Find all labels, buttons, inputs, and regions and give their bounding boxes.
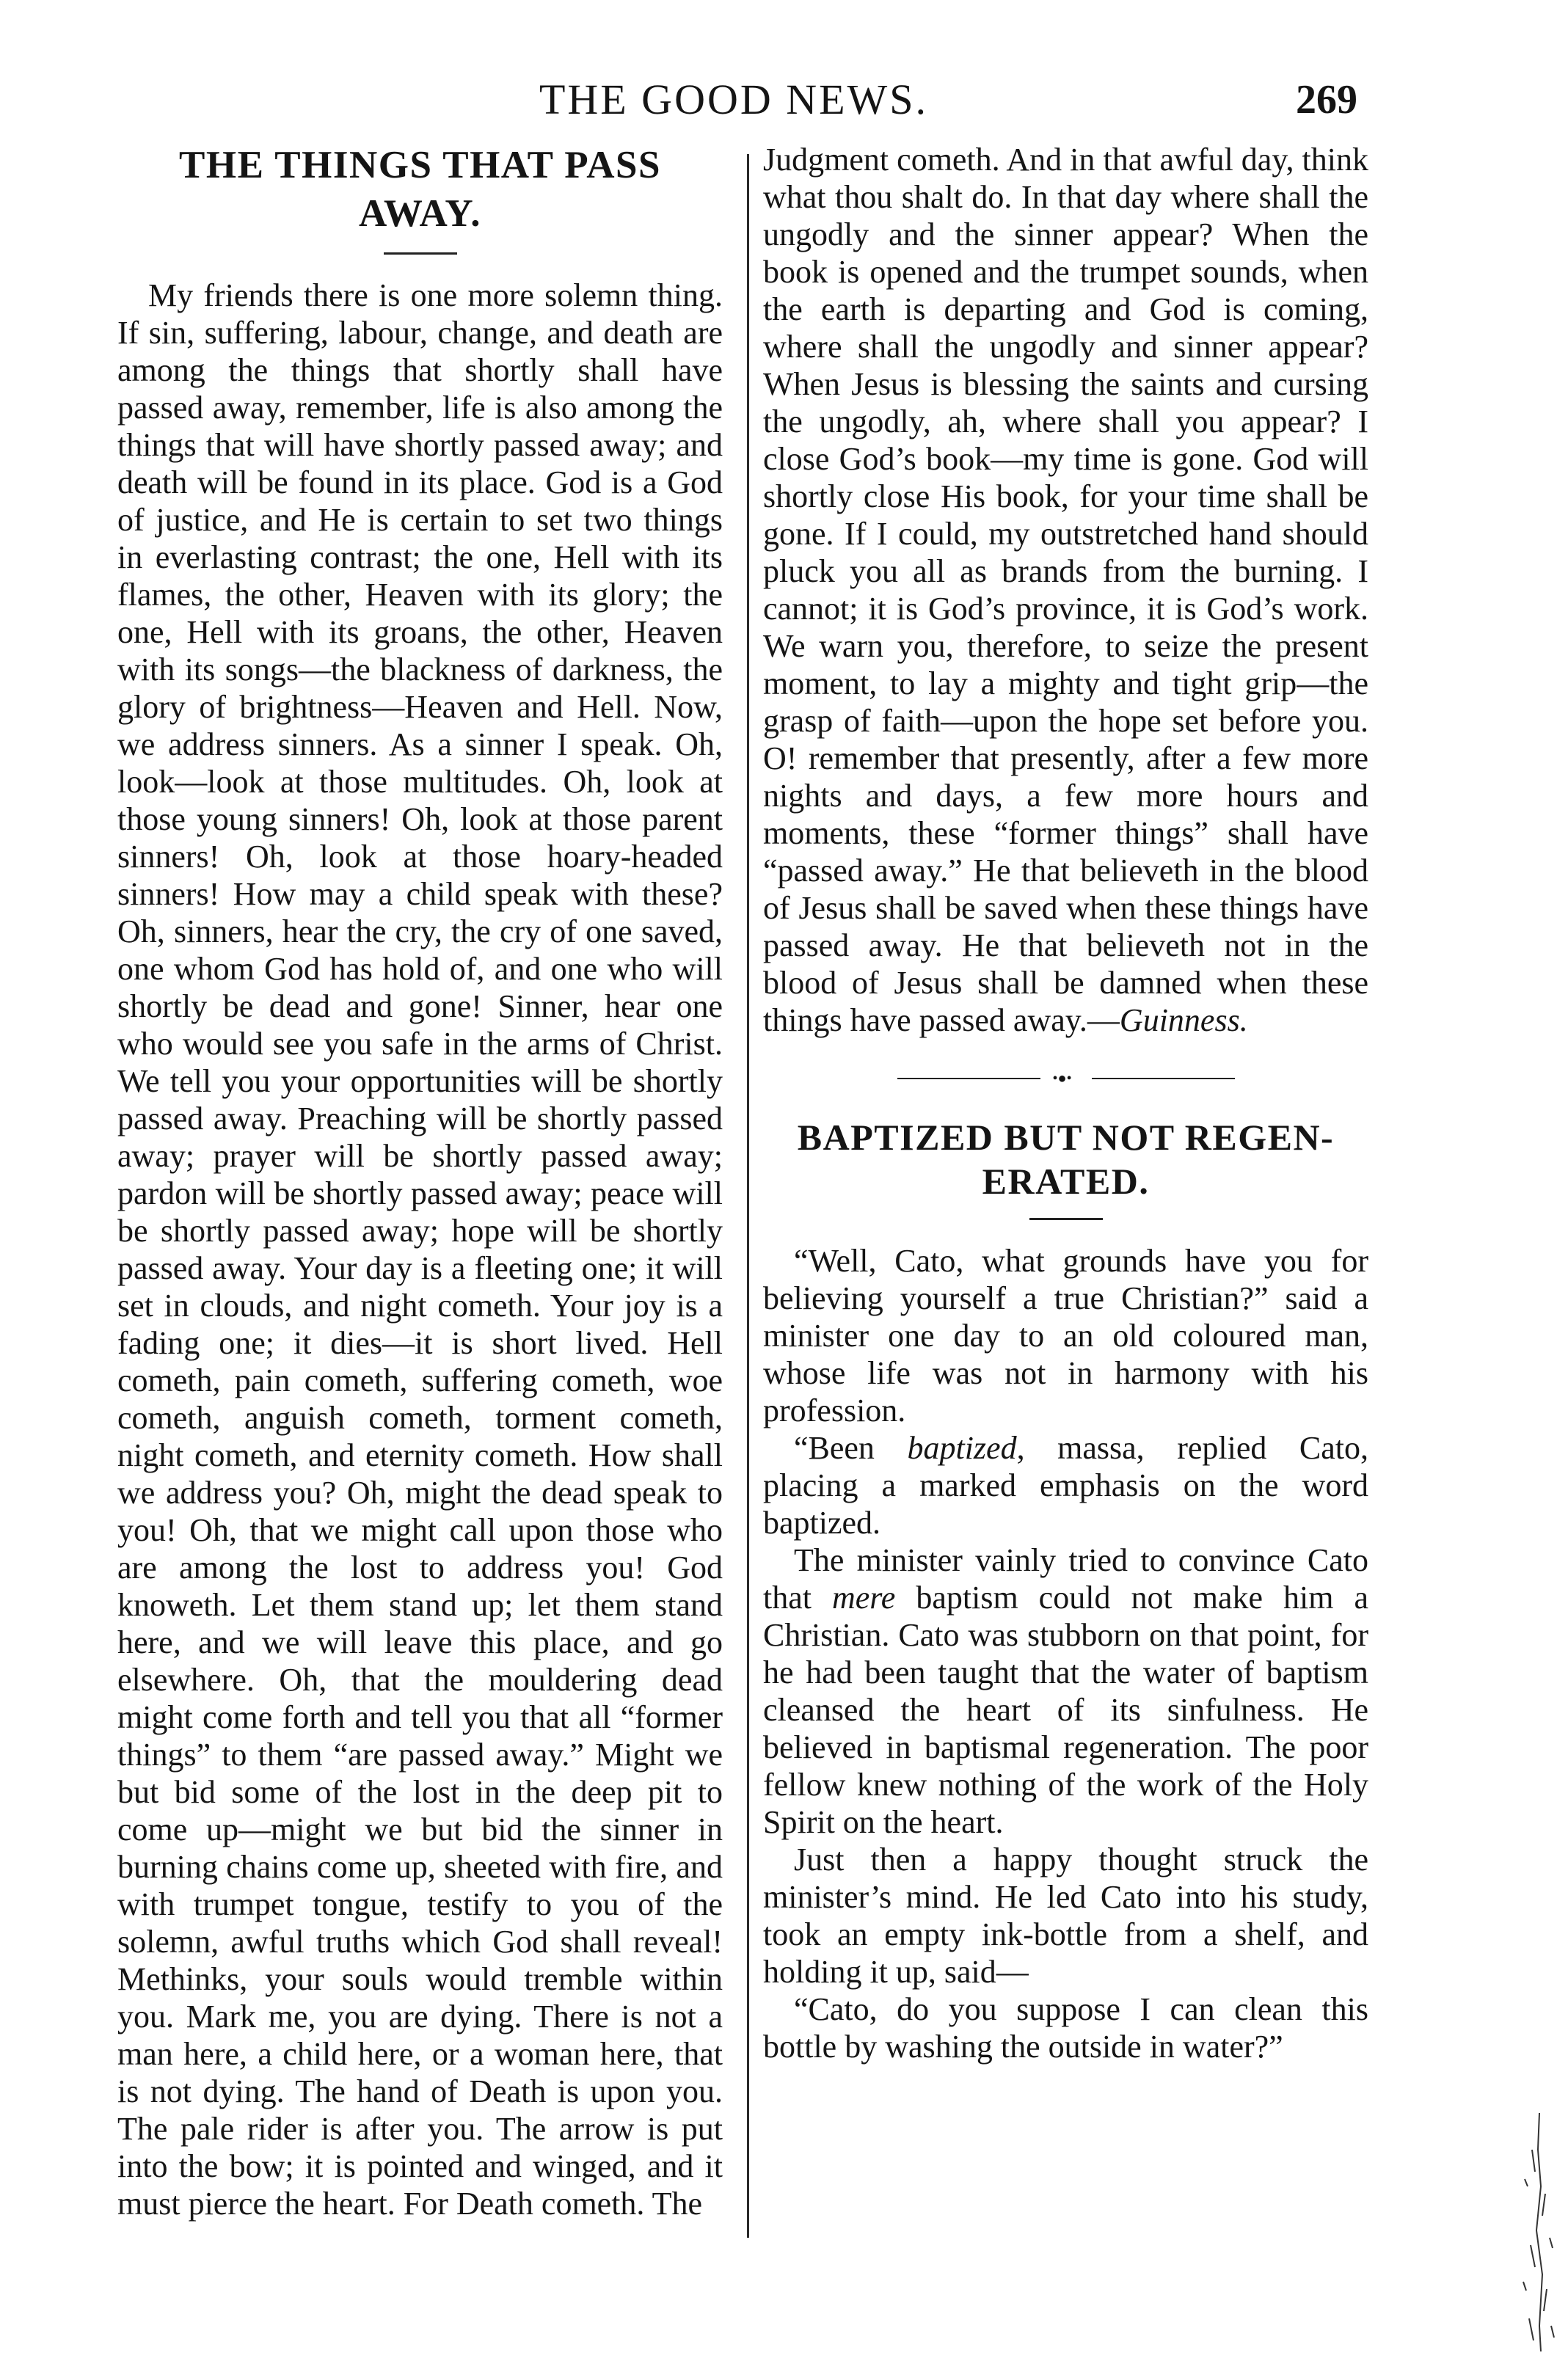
article-text-continued: Judgment cometh. And in that awful day, think what thou shalt do. In that day where shall the ungodly and the sinner appear? When the book is opened and the trumpet sounds, when the earth is departing and God is coming, where shall the ungodly and sinner appear? When Jesus is blessing the saints and cursing the ungodly, ah, where shall you appear? I close God’s book—my time is gone. God will shortly close His book, for your time shall be gone. If I could, my outstretched hand should pluck you all as brands from the burning. I cannot; it is God’s province, it is God’s work. We warn you, therefore, to seize the present moment, to lay a mighty and tight grip—the grasp of faith—upon the hope set before you. O! remember that presently, after a few more nights and days, a few more hours and moments, these “former things” shall have “passed away.” He that believeth in the blood of Jesus shall be saved when these things have passed away. He that believeth not in the blood of Jesus shall be damned when these things have passed away.— [763, 142, 1368, 1038]
column-divider [747, 154, 749, 2238]
p3-after: baptism could not make him a Christian. Cato was stubborn on that point, for he had been taught that the water of baptism cleansed the heart of its sinfulness. He believed in baptismal regeneration. The poor fellow knew nothing of the work of the Holy Spirit on the heart. [763, 1580, 1368, 1840]
title-rule [384, 252, 457, 255]
paragraph-2 [763, 1429, 1368, 1541]
page-number: 269 [1296, 77, 1357, 123]
attribution: Guinness. [1119, 1002, 1248, 1038]
article-text: My friends there is one more solemn thing. If sin, suffering, labour, change, and death are among the things that shortly shall have passed away, remember, life is also among the things that will have shortly passed away; and death will be found in its place. God is a God of justice, and He is certain to set two things in everlasting contrast; the one, Hell with its flames, the other, Heaven with its glory; the one, Hell with its groans, the other, Heaven with its songs—the blackness of darkness, the glory of brightness—Heaven and Hell. Now, we address sinners. As a sinner I speak. Oh, look—look at those multitudes. Oh, look at those young sinners! Oh, look at those parent sinners! Oh, look at those hoary-headed sinners! How may a child speak with these? Oh, sinners, hear the cry, the cry of one saved, one whom God has hold of, and one who will shortly be dead and gone! Sinner, hear one who would see you safe in the arms of Christ. We tell you your opportunities will be shortly passed away. Preaching will be shortly passed away; prayer will be shortly passed away; pardon will be shortly passed away; peace will be shortly passed away; hope will be shortly passed away. Your day is a fleeting one; it will set in clouds, and night cometh. Your joy is a fading one; it dies—it is short lived. Hell cometh, pain cometh, suffering cometh, woe cometh, anguish cometh, torment cometh, night cometh, and eternity cometh. How shall we address you? Oh, might the dead speak to you! Oh, that we might call upon those who are among the lost to address you! God knoweth. Let them stand up; let them stand here, and we will leave this place, and go elsewhere. Oh, that the mouldering dead might come forth and tell you that all “former things” to them “are passed away.” Might we but bid some of the lost in the deep pit to come up—might we but bid the sinner in burning chains come up, sheeted with fire, and with trumpet tongue, testify to you of the solemn, awful truths which God shall reveal! Methinks, your souls would tremble within you. Mark me, you are dying. There is not a man here, a child here, or a woman here, that is not dying. The hand of Death is upon you. The pale rider is after you. The arrow is put into the bow; it is pointed and winged, and it must pierce the heart. For Death cometh. The [117, 277, 723, 2222]
paragraph-5: “Cato, do you suppose I can clean this bottle by washing the outside in water?” [763, 1991, 1368, 2065]
running-head [110, 70, 1357, 129]
p2-before: “Been [794, 1430, 908, 1466]
running-title: THE GOOD NEWS. [539, 76, 929, 123]
title-line-2: ERATED. [982, 1161, 1150, 1202]
title-rule-2 [1029, 1218, 1103, 1220]
p3-emphasis: mere [832, 1580, 896, 1616]
p3-before: The minister vainly tried to convince Cato that [763, 1542, 1368, 1616]
ornament-line-left [897, 1078, 1040, 1079]
section-ornament [897, 1071, 1235, 1086]
margin-scratch-mark [1510, 2106, 1561, 2355]
paragraph-4: Just then a happy thought struck the minister’s mind. He led Cato into his study, took an empty ink-bottle from a shelf, and holding it up, said— [763, 1842, 1368, 1990]
p2-after: , massa, replied Cato, placing a marked emphasis on the word baptized. [763, 1430, 1369, 1541]
ornament-line-right [1092, 1078, 1235, 1079]
article-body-left [117, 277, 723, 2222]
paragraph-1: “Well, Cato, what grounds have you for believing yourself a true Christian?” said a minister one day to an old coloured man, whose life was not in harmony with his profession. [763, 1243, 1368, 1428]
title-line-1: BAPTIZED BUT NOT REGEN- [797, 1117, 1335, 1158]
article-title-baptized [763, 1115, 1368, 1203]
article-body-right [763, 141, 1368, 1039]
article-title-things-pass-away: THE THINGS THAT PASS AWAY. [179, 144, 661, 235]
p2-emphasis: baptized [907, 1430, 1017, 1466]
column-left [117, 141, 723, 2222]
column-right [763, 141, 1368, 2065]
paragraph-3 [763, 1541, 1368, 1841]
ornament-dots: •●• [1052, 1070, 1072, 1087]
